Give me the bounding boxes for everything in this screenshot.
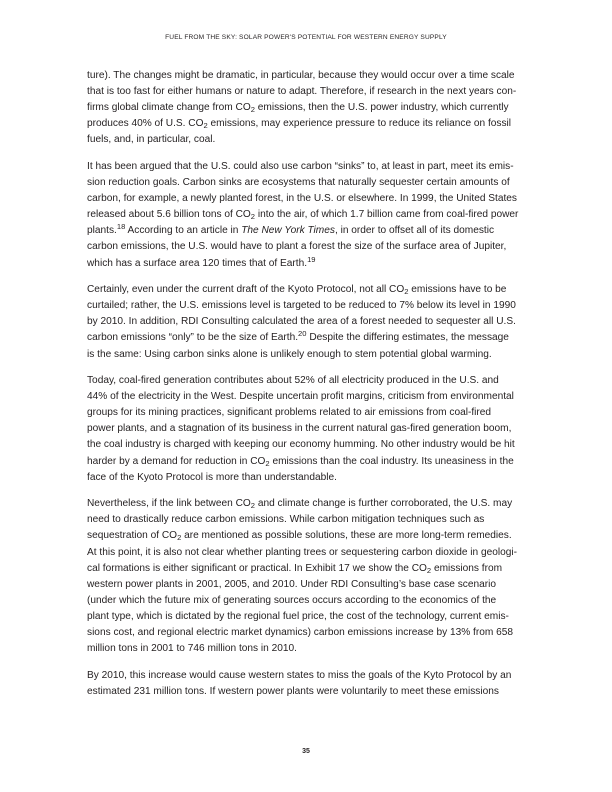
footnote-ref-20: 20 <box>298 329 307 339</box>
paragraph-5: Nevertheless, if the link between $CO_2$ and climate change is further corroborated, the U.S. may need to drastically reduce carbon emissions. While carbon mitigation techniques such as sequestration of $CO_2$ are mentioned as possible solutions, these are more long-term remedies. At this point, it is also not clear whether planting trees or sequestering carbon dioxide in geologi-cal formations is either significant or practical. In Exhibit 17 we show the $CO_2$ emissions from western power plants in 2001, 2005, and 2010. Under RDI Consulting’s base case scenario (under which the future mix of generating sources occurs according to the economics of the plant type, which is dictated by the regional fuel price, the cost of the technology, current emis-sions cost, and regional electric market dynamics) carbon emissions increase by 13% from 658 million tons in 2001 to 746 million tons in 2010. <box>87 498 517 655</box>
paragraph-3: Certainly, even under the current draft of the Kyoto Protocol, not all $CO_2$ emissions have to be curtailed; rather, the U.S. emissions level is targeted to be reduced to 7% below its level in 1990 by 2010. In addition, RDI Consulting calculated the area of a forest needed to sequester all U.S. carbon emissions “only” to be the size of Earth.$^{20}$ Despite the differing estimates, the message is the same: Using carbon sinks alone is unlikely enough to stem potential global warming. <box>87 284 516 360</box>
page-number: 35 <box>302 748 310 755</box>
paragraph-6: By 2010, this increase would cause western states to miss the goals of the Kyto Protocol by an estimated 231 million tons. If western power plants were voluntarily to meet these emissions <box>87 669 512 697</box>
footnote-ref-19: 19 <box>307 254 316 264</box>
publication-title: The New York Times <box>241 225 335 237</box>
running-header: FUEL FROM THE SKY: SOLAR POWER'S POTENTIAL FOR WESTERN ENERGY SUPPLY <box>165 34 447 41</box>
paragraph-1: ture). The changes might be dramatic, in particular, because they would occur over a time scale that is too fast for either humans or nature to adapt. Therefore, if research in the next years con-firms global climate change from $CO_2$ emissions, then the U.S. power industry, which currently produces 40% of U.S. $CO_2$ emissions, may experience pressure to reduce its reliance on fossil fuels, and, in particular, coal. <box>87 70 517 146</box>
paragraph-2: It has been argued that the U.S. could also use carbon “sinks” to, at least in part, meet its emis-sion reduction goals. Carbon sinks are ecosystems that naturally sequester certain amounts of carbon, for example, a newly planted forest, in the U.S. or elsewhere. In 1999, the United States released about 5.6 billion tons of $CO_2$ into the air, of which 1.7 billion came from coal-fired power plants.$^{18}$ According to an article in The New York Times, in order to offset all of its domestic carbon emissions, the U.S. would have to plant a forest the size of the surface area of Jupiter, which has a surface area 120 times that of Earth.$^{19}$ <box>87 160 519 269</box>
footnote-ref-18: 18 <box>116 222 126 232</box>
paragraph-4: Today, coal-fired generation contributes about 52% of all electricity produced in the U.S. and 44% of the electricity in the West. Despite uncertain profit margins, criticism from environmental groups for its mining practices, significant problems related to air emissions from coal-fired power plants, and a stagnation of its business in the current natural gas-fired generation boom, the coal industry is charged with keeping our economy humming. No other industry would be hit harder by a demand for reduction in $CO_2$ emissions than the coal industry. Its uneasiness in the face of the Kyoto Protocol is more than understandable. <box>87 375 515 483</box>
body-text <box>87 68 519 710</box>
